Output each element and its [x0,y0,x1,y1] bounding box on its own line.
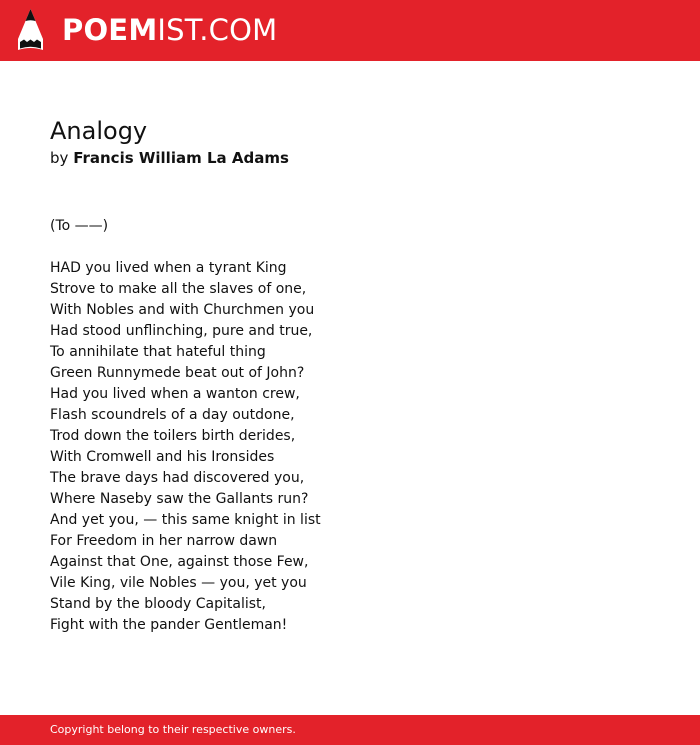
poem-dedication: (To ——) [50,218,109,234]
poem-line: Against that One, against those Few, [50,554,309,570]
poem-line: Trod down the toilers birth derides, [50,428,296,444]
poem-content [50,112,650,636]
poem-line: Flash scoundrels of a day outdone, [50,407,295,423]
site-logo[interactable] [62,12,277,48]
top-bar [0,0,700,61]
poem-line: With Cromwell and his Ironsides [50,449,275,465]
poem-line: With Nobles and with Churchmen you [50,302,315,318]
poem-line: To annihilate that hateful thing [50,344,266,360]
poem-line: The brave days had discovered you, [50,470,305,486]
byline [50,149,650,167]
poem-line: HAD you lived when a tyrant King [50,260,287,276]
poem-line: Where Naseby saw the Gallants run? [50,491,309,507]
poem-title: Analogy [50,117,148,145]
poem-line: For Freedom in her narrow dawn [50,533,278,549]
logo-bold-text: POEM [62,13,158,47]
poem-line: Vile King, vile Nobles — you, yet you [50,575,307,591]
pencil-logo-icon[interactable] [18,9,43,51]
poem-body [50,216,650,636]
poem-line: And yet you, — this same knight in list [50,512,321,528]
logo-light-text: IST.COM [157,13,278,47]
poem-line: Green Runnymede beat out of John? [50,365,305,381]
author-link[interactable]: Francis William La Adams [73,149,289,167]
footer-bar [0,715,700,745]
copyright-text: Copyright belong to their respective owners. [50,723,296,736]
poem-line: Strove to make all the slaves of one, [50,281,307,297]
poem-line: Stand by the bloody Capitalist, [50,596,266,612]
poem-line: Had you lived when a wanton crew, [50,386,300,402]
by-label: by [50,149,69,167]
poem-line: Fight with the pander Gentleman! [50,617,288,633]
poem-line: Had stood unflinching, pure and true, [50,323,313,339]
